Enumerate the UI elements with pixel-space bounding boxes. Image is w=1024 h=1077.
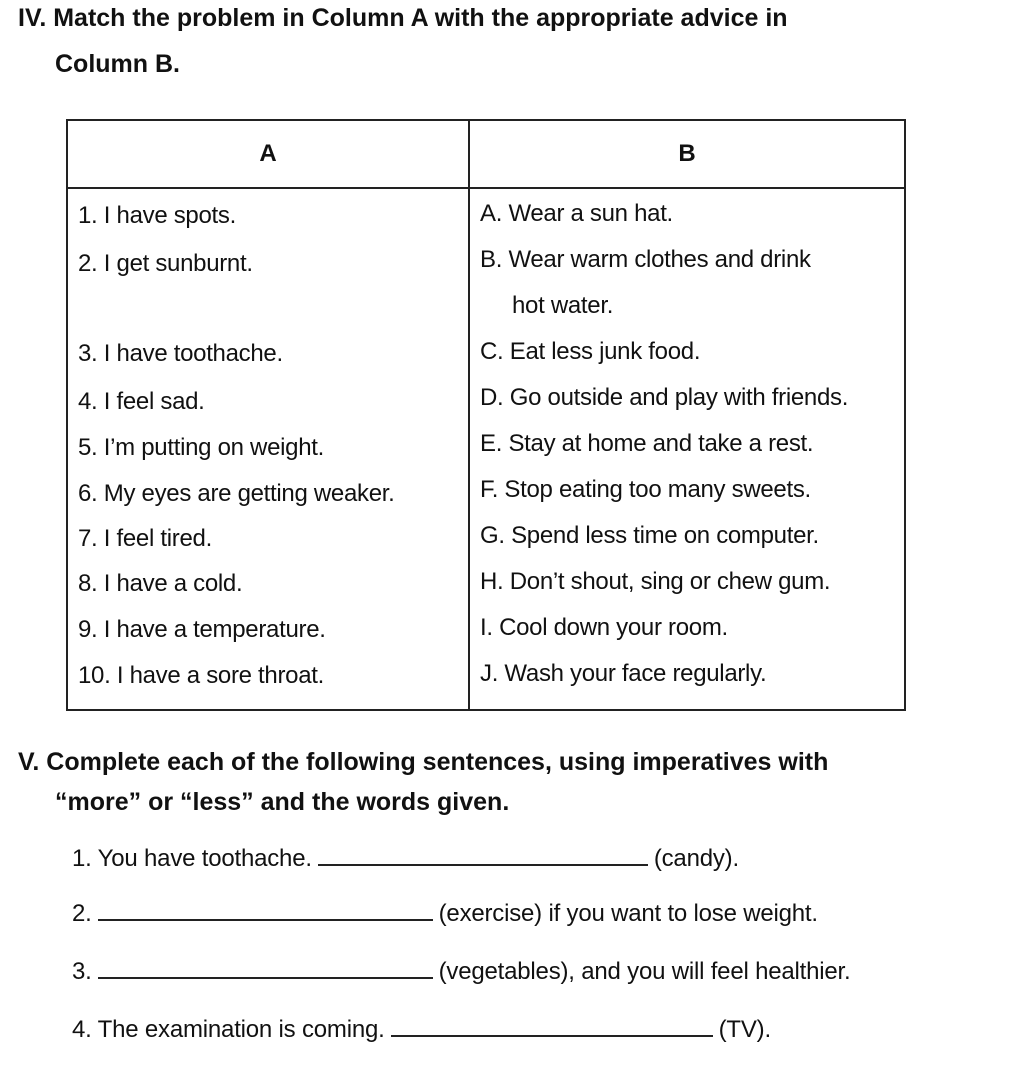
advice-item: G. Spend less time on computer. (480, 522, 819, 549)
answer-blank-4[interactable] (391, 1013, 713, 1037)
problem-item: 4. I feel sad. (78, 388, 205, 415)
problem-item: 2. I get sunburnt. (78, 250, 253, 277)
sentence-4-hint: (TV). (718, 1016, 771, 1043)
sentence-4 (72, 1013, 771, 1046)
sentence-1 (72, 842, 739, 875)
column-b-cell (469, 188, 905, 710)
exercise-v-title-line2: “more” or “less” and the words given. (55, 788, 510, 816)
sentence-3-prompt: 3. (72, 958, 92, 985)
problem-item: 9. I have a temperature. (78, 616, 326, 643)
advice-item: B. Wear warm clothes and drink (480, 246, 811, 273)
sentence-1-prompt: 1. You have toothache. (72, 845, 312, 872)
problem-item: 10. I have a sore throat. (78, 662, 324, 689)
matching-table (66, 119, 906, 711)
sentence-1-hint: (candy). (653, 845, 739, 872)
column-b-header: B (469, 120, 905, 188)
answer-blank-3[interactable] (98, 955, 433, 979)
advice-item: H. Don’t shout, sing or chew gum. (480, 568, 831, 595)
column-a-header: A (67, 120, 469, 188)
sentence-4-prompt: 4. The examination is coming. (72, 1016, 385, 1043)
sentence-2 (72, 897, 818, 930)
exercise-iv-title-line1: IV. Match the problem in Column A with the appropriate advice in (18, 4, 788, 32)
exercise-v-title-line1: V. Complete each of the following sentences, using imperatives with (18, 748, 829, 776)
problem-item: 3. I have toothache. (78, 340, 283, 367)
answer-blank-1[interactable] (318, 842, 648, 866)
sentence-3-hint: (vegetables), and you will feel healthier. (438, 958, 851, 985)
problem-item: 1. I have spots. (78, 202, 236, 229)
answer-blank-2[interactable] (98, 897, 433, 921)
advice-item: I. Cool down your room. (480, 614, 728, 641)
sentence-3 (72, 955, 850, 988)
advice-item: D. Go outside and play with friends. (480, 384, 849, 411)
advice-item: C. Eat less junk food. (480, 338, 701, 365)
advice-item: A. Wear a sun hat. (480, 200, 673, 227)
problem-item: 5. I’m putting on weight. (78, 434, 324, 461)
sentence-2-prompt: 2. (72, 900, 92, 927)
advice-item: E. Stay at home and take a rest. (480, 430, 814, 457)
problem-item: 6. My eyes are getting weaker. (78, 480, 395, 507)
problem-item: 7. I feel tired. (78, 525, 212, 552)
advice-item: J. Wash your face regularly. (480, 660, 767, 687)
advice-item-continued: hot water. (512, 292, 614, 319)
column-a-cell (67, 188, 469, 710)
sentence-2-hint: (exercise) if you want to lose weight. (438, 900, 818, 927)
problem-item: 8. I have a cold. (78, 570, 243, 597)
exercise-iv-title-line2: Column B. (55, 50, 180, 78)
advice-item: F. Stop eating too many sweets. (480, 476, 811, 503)
